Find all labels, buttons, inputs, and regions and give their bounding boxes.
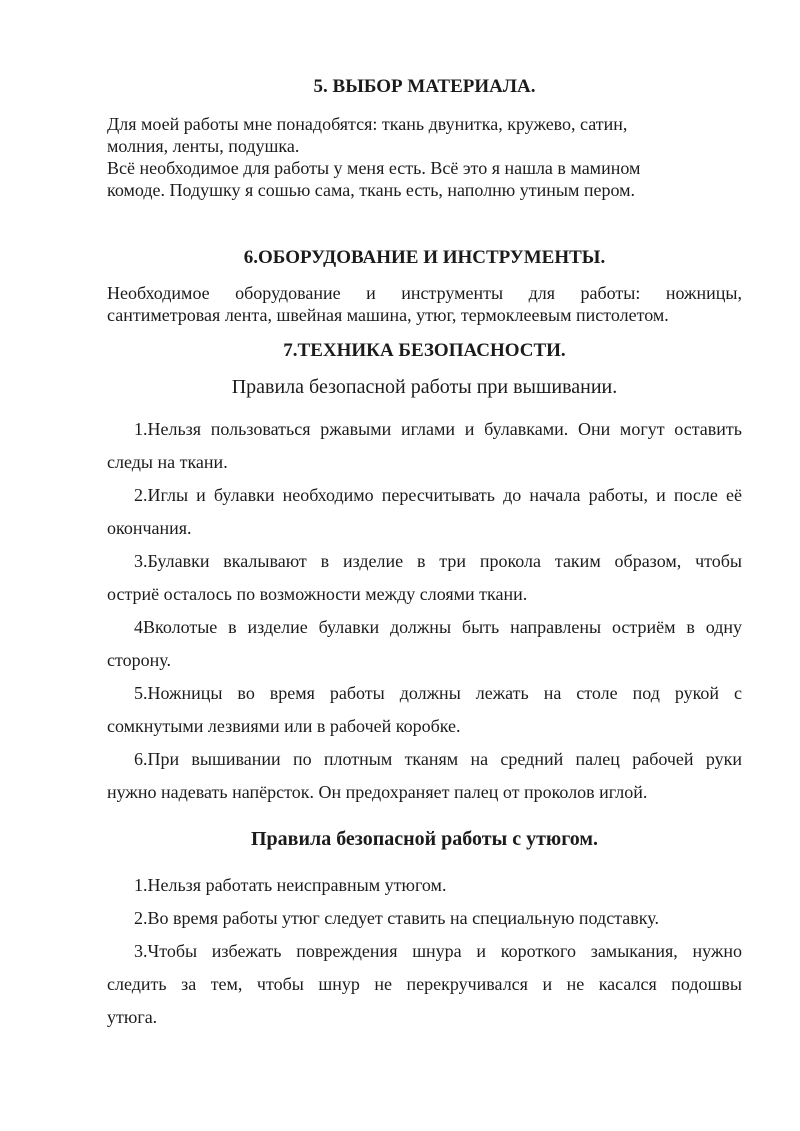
text-line: 1.Нельзя работать неисправным утюгом. bbox=[134, 875, 447, 895]
rule-item bbox=[107, 935, 742, 1034]
text-line: сомкнутыми лезвиями или в рабочей коробке. bbox=[107, 716, 461, 736]
text-line: 1.Нельзя пользоваться ржавыми иглами и булавками. Они могут оставить bbox=[134, 419, 742, 439]
text-line: следы на ткани. bbox=[107, 452, 228, 472]
rule-item bbox=[107, 677, 742, 743]
text-line: окончания. bbox=[107, 518, 192, 538]
materials-paragraph bbox=[107, 113, 742, 201]
text-line: 3.Чтобы избежать повреждения шнура и короткого замыкания, нужно bbox=[134, 941, 742, 961]
rule-item bbox=[107, 413, 742, 479]
rule-item bbox=[107, 902, 742, 935]
embroidery-rules-list bbox=[107, 413, 742, 809]
text-line: молния, ленты, подушка. bbox=[107, 136, 300, 156]
safety-heading: 7.ТЕХНИКА БЕЗОПАСНОСТИ. bbox=[283, 340, 566, 361]
iron-rules-list bbox=[107, 869, 742, 1034]
equipment-heading: 6.ОБОРУДОВАНИЕ И ИНСТРУМЕНТЫ. bbox=[243, 247, 606, 268]
rule-item bbox=[107, 545, 742, 611]
text-line: утюга. bbox=[107, 1007, 158, 1027]
text-line: 3.Булавки вкалывают в изделие в три прокола таким образом, чтобы bbox=[134, 551, 742, 571]
text-line: комоде. Подушку я сошью сама, ткань есть, наполню утиным пером. bbox=[107, 180, 636, 200]
rule-item bbox=[107, 743, 742, 809]
text-line: сторону. bbox=[107, 650, 171, 670]
text-line: сантиметровая лента, швейная машина, утюг, термоклеевым пистолетом. bbox=[107, 305, 669, 325]
text-line: Для моей работы мне понадобятся: ткань двунитка, кружево, сатин, bbox=[107, 114, 628, 134]
embroidery-rules-subheading: Правила безопасной работы при вышивании. bbox=[231, 376, 618, 398]
rule-item bbox=[107, 869, 742, 902]
materials-heading: 5. ВЫБОР МАТЕРИАЛА. bbox=[313, 76, 536, 97]
text-line: остриё осталось по возможности между слоями ткани. bbox=[107, 584, 528, 604]
iron-rules-heading: Правила безопасной работы с утюгом. bbox=[250, 828, 599, 850]
equipment-paragraph bbox=[107, 282, 742, 326]
text-line: 6.При вышивании по плотным тканям на средний палец рабочей руки bbox=[134, 749, 742, 769]
text-line: нужно надевать напёрсток. Он предохраняет палец от проколов иглой. bbox=[107, 782, 648, 802]
text-line: 2.Во время работы утюг следует ставить на специальную подставку. bbox=[134, 908, 659, 928]
text-line: Всё необходимое для работы у меня есть. Всё это я нашла в мамином bbox=[107, 158, 641, 178]
text-line: 4Вколотые в изделие булавки должны быть направлены остриём в одну bbox=[134, 617, 742, 637]
text-line: 5.Ножницы во время работы должны лежать на столе под рукой с bbox=[134, 683, 742, 703]
rule-item bbox=[107, 611, 742, 677]
text-line: 2.Иглы и булавки необходимо пересчитывать до начала работы, и после её bbox=[134, 485, 742, 505]
rule-item bbox=[107, 479, 742, 545]
text-line: Необходимое оборудование и инструменты для работы: ножницы, bbox=[107, 283, 742, 303]
text-line: следить за тем, чтобы шнур не перекручивался и не касался подошвы bbox=[107, 974, 742, 994]
